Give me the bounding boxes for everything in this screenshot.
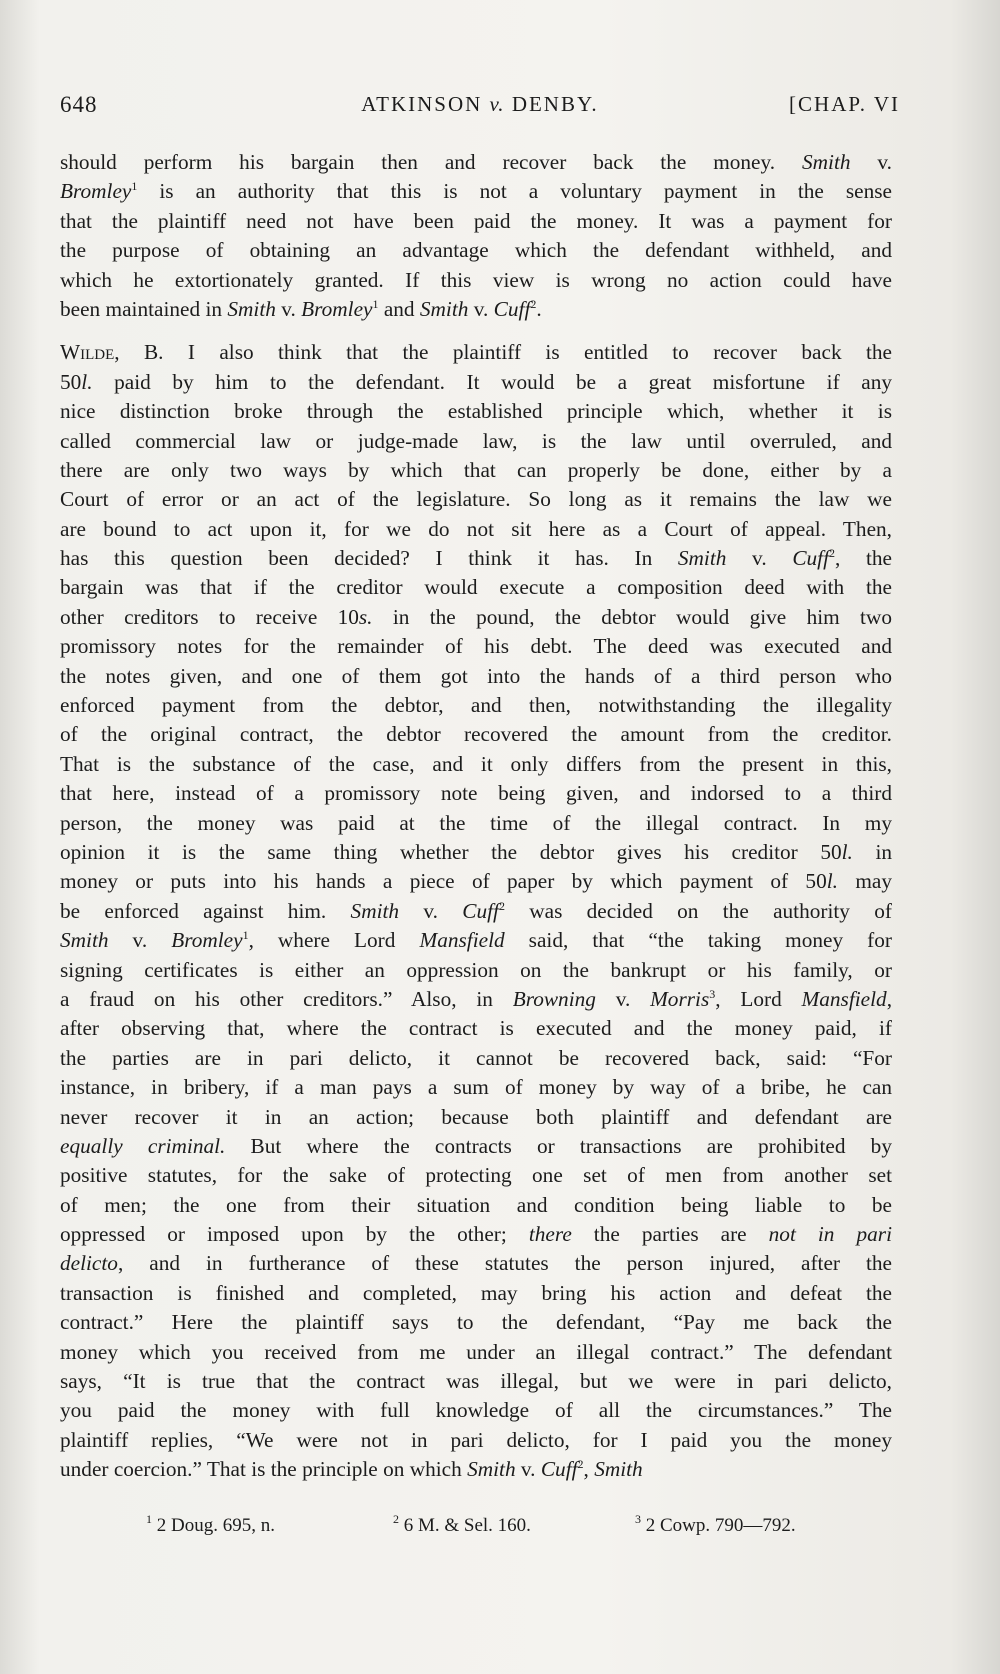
text-line: signing certificates is either an oppression on the bankrupt or his family, or xyxy=(60,957,892,982)
text-line: positive statutes, for the sake of protecting one set of men from another set xyxy=(60,1163,892,1188)
text-line: the notes given, and one of them got into the hands of a third person who xyxy=(60,663,892,688)
text-line: a fraud on his other creditors.” Also, in Browning v. Morris$^3$, Lord Mansfield, xyxy=(60,986,892,1011)
text-line: there are only two ways by which that can properly be done, either by a xyxy=(60,457,892,482)
text-line: been maintained in Smith v. Bromley$^1$ and Smith v. Cuff$^2$. xyxy=(60,296,542,321)
page-number: 648 xyxy=(60,92,98,117)
text-line: that the plaintiff need not have been paid the money. It was a payment for xyxy=(60,208,892,233)
footnote-3: $^3$ 2 Cowp. 790—792. xyxy=(634,1512,796,1536)
text-line: contract.” Here the plaintiff says to the defendant, “Pay me back the xyxy=(60,1310,892,1335)
page-header xyxy=(60,92,900,122)
text-line: instance, in bribery, if a man pays a sum of money by way of a bribe, he can xyxy=(60,1075,892,1100)
text-line: that here, instead of a promissory note being given, and indorsed to a third xyxy=(60,781,892,806)
text-line: equally criminal. But where the contracts or transactions are prohibited by xyxy=(60,1133,892,1158)
text-line: you paid the money with full knowledge of all the circumstances.” The xyxy=(60,1398,892,1423)
text-line: oppressed or imposed upon by the other; there the parties are not in pari xyxy=(60,1222,892,1247)
text-line: has this question been decided? I think it has. In Smith v. Cuff$^2$, the xyxy=(60,546,892,571)
text-line: of the original contract, the debtor recovered the amount from the creditor. xyxy=(60,722,892,747)
text-line: That is the substance of the case, and it only differs from the present in this, xyxy=(60,751,892,776)
paragraph-gap xyxy=(60,324,892,338)
text-line: 50l. paid by him to the defendant. It would be a great misfortune if any xyxy=(60,369,892,394)
text-line: Court of error or an act of the legislature. So long as it remains the law we xyxy=(60,487,892,512)
text-line: are bound to act upon it, for we do not sit here as a Court of appeal. Then, xyxy=(60,516,892,541)
text-line: Smith v. Bromley$^1$, where Lord Mansfield said, that “the taking money for xyxy=(60,928,892,953)
text-line: enforced payment from the debtor, and then, notwithstanding the illegality xyxy=(60,693,892,718)
text-line: Wilde, B. I also think that the plaintiff is entitled to recover back the xyxy=(60,340,892,365)
footnotes xyxy=(60,1512,890,1537)
text-line: bargain was that if the creditor would execute a composition deed with the xyxy=(60,575,892,600)
chapter-label: [CHAP. VI xyxy=(789,92,900,116)
text-line: says, “It is true that the contract was illegal, but we were in pari delicto, xyxy=(60,1369,892,1394)
text-line: transaction is finished and completed, may bring his action and defeat the xyxy=(60,1280,892,1305)
text-line: be enforced against him. Smith v. Cuff$^2$ was decided on the authority of xyxy=(60,898,892,923)
running-title: ATKINSON v. DENBY. xyxy=(361,92,599,116)
text-line: of men; the one from their situation and condition being liable to be xyxy=(60,1192,892,1217)
text-line: delicto, and in furtherance of these statutes the person injured, after the xyxy=(60,1251,892,1276)
text-line: which he extortionately granted. If this view is wrong no action could have xyxy=(60,267,892,292)
text-line: after observing that, where the contract is executed and the money paid, if xyxy=(60,1016,892,1041)
text-line: opinion it is the same thing whether the debtor gives his creditor 50l. in xyxy=(60,839,892,864)
text-line: plaintiff replies, “We were not in pari delicto, for I paid you the money xyxy=(60,1427,892,1452)
text-line: the purpose of obtaining an advantage which the defendant withheld, and xyxy=(60,238,892,263)
text-line: under coercion.” That is the principle on which Smith v. Cuff$^2$, Smith xyxy=(60,1457,643,1482)
text-line: money or puts into his hands a piece of paper by which payment of 50l. may xyxy=(60,869,892,894)
body-text xyxy=(60,148,892,1485)
text-line: called commercial law or judge-made law, is the law until overruled, and xyxy=(60,428,892,453)
text-line: promissory notes for the remainder of his debt. The deed was executed and xyxy=(60,634,892,659)
text-line: the parties are in pari delicto, it cannot be recovered back, said: “For xyxy=(60,1045,892,1070)
text-line: money which you received from me under an illegal contract.” The defendant xyxy=(60,1339,892,1364)
text-line: Bromley$^1$ is an authority that this is not a voluntary payment in the sense xyxy=(60,179,892,204)
footnote-2: $^2$ 6 M. & Sel. 160. xyxy=(392,1512,531,1536)
text-line: should perform his bargain then and recover back the money. Smith v. xyxy=(60,150,892,174)
text-line: nice distinction broke through the established principle which, whether it is xyxy=(60,399,892,424)
text-line: never recover it in an action; because both plaintiff and defendant are xyxy=(60,1104,892,1129)
text-line: other creditors to receive 10s. in the pound, the debtor would give him two xyxy=(60,604,892,629)
text-line: person, the money was paid at the time of the illegal contract. In my xyxy=(60,810,892,835)
footnote-1: $^1$ 2 Doug. 695, n. xyxy=(146,1512,275,1536)
